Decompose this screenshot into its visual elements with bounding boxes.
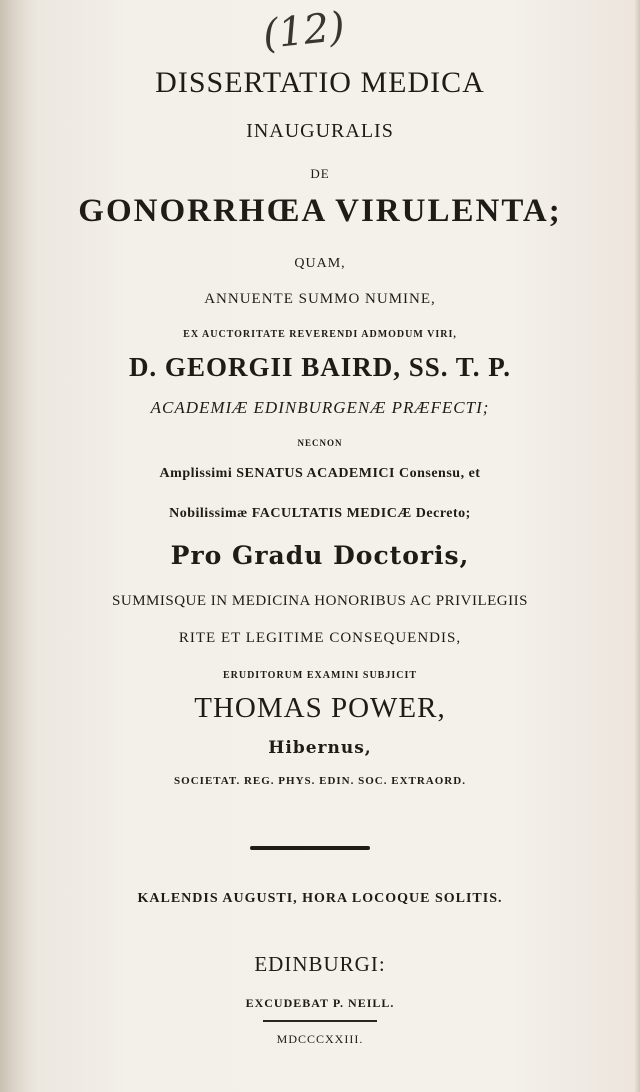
summisque-line: SUMMISQUE IN MEDICINA HONORIBUS AC PRIVILEGIIS [112,593,528,609]
handwritten-note: (12) [260,3,348,59]
imprint-rule [263,1020,377,1022]
georgii-line: D. GEORGII BAIRD, SS. T. P. [128,352,512,382]
annuente-line: ANNUENTE SUMMO NUMINE, [204,291,436,307]
title-line-4: GONORRHŒA VIRULENTA; [78,193,562,229]
imprint-printer: EXCUDEBAT P. NEILL. [245,996,395,1010]
kalendis-line: KALENDIS AUGUSTI, HORA LOCOQUE SOLITIS. [137,891,503,906]
title-line-1: DISSERTATIO MEDICA [155,66,485,99]
societat-line: SOCIETAT. REG. PHYS. EDIN. SOC. EXTRAORD. [174,775,466,787]
eruditorum-line: ERUDITORUM EXAMINI SUBJICIT [222,670,418,681]
imprint-city: EDINBURGI: [254,952,386,976]
necnon-line: NECNON [297,438,343,448]
nobilissimae-line: Nobilissimæ FACULTATIS MEDICÆ Decreto; [169,506,471,521]
imprint-year: MDCCCXXIII. [276,1032,364,1046]
rite-line: RITE ET LEGITIME CONSEQUENDIS, [178,630,462,646]
pro-gradu-line: Pro Gradu Doctoris, [170,541,470,570]
ornamental-rule [250,846,370,850]
title-line-2: INAUGURALIS [246,120,394,142]
author-line: THOMAS POWER, [194,692,446,724]
hibernus-line: Hibernus, [268,738,372,758]
amplissimi-line: Amplissimi SENATUS ACADEMICI Consensu, et [159,466,481,481]
academiae-line: ACADEMIÆ EDINBURGENÆ PRÆFECTI; [150,398,490,417]
ex-auctoritate-line: EX AUCTORITATE REVERENDI ADMODUM VIRI, [183,329,457,340]
quam-line: QUAM, [294,256,346,271]
title-line-3: DE [310,166,330,181]
